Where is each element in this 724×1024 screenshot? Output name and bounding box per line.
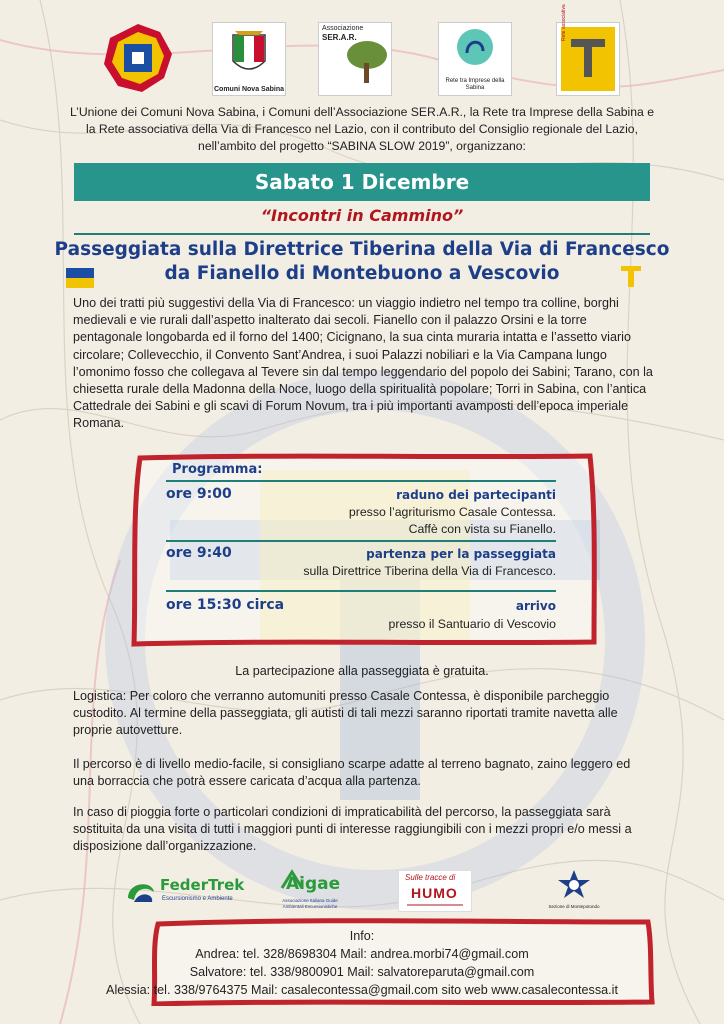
aigae-name: Aigae [286, 874, 341, 894]
program-time: ore 9:40 [166, 545, 232, 561]
logos-row [0, 4, 724, 102]
logo-via-francesco [556, 4, 620, 96]
serar-caption-top: Associazione [322, 25, 364, 32]
intro-line-3: nell’ambito del progetto “SABINA SLOW 2019”, organizzano: [198, 139, 526, 153]
via-francesco-caption: Rete associativa [561, 4, 567, 41]
program-item-3 [166, 597, 556, 637]
humo-line-1: Sulle tracce di [405, 873, 456, 882]
federtrek-name: FederTrek [160, 876, 245, 894]
event-title [0, 238, 724, 286]
info-contact-alessia: Alessia: tel. 338/9764375 Mail: casalecontessa@gmail.com sito web www.casalecontessa.it [106, 983, 618, 997]
program-item-2 [166, 545, 556, 585]
aigae-tagline: Associazione Italiana Guide Ambientali Escursionistiche [282, 898, 338, 909]
rete-imprese-circle-icon [439, 23, 511, 75]
cai-caption: Sezione di Montepotondo [548, 904, 600, 909]
rete-imprese-caption: Rete tra Imprese della Sabina [445, 78, 505, 91]
comuni-nova-sabina-crest-icon [213, 23, 285, 83]
program-rule-2 [166, 540, 556, 542]
program-activity: raduno dei partecipanti [396, 488, 556, 502]
sponsor-humo [398, 870, 472, 912]
event-title-line-1: Passeggiata sulla Direttrice Tiberina della Via di Francesco [54, 239, 670, 260]
federtrek-tagline: Escursionismo e Ambiente [162, 896, 233, 902]
logo-serar [318, 22, 392, 96]
route-description: Uno dei tratti più suggestivi della Via di Francesco: un viaggio indietro nel tempo tra colline, borghi medievali e vie rurali dall’aspetto inalterato dai secoli. Fianello con il palazzo Orsini e la torre pentagonale longobarda ed il forno del 1400; Cicignano, la sua cinta muraria intatta e l’assetto viario circolare; Collevecchio, il Convento Sant’Andrea, i suoi Palazzi nobiliari e la Via Campana lungo l’omonimo fosso che collegava al Tevere sin dal tempo leggendario del popolo dei Sabini; Tarano, con la chiesetta rurale della Madonna della Noce, luogo della spiritualità popolare; Torri in Sabina, con l’antica Cattedrale dei Sabini e gli scavi di Forum Novum, tra i più importanti avamposti dell’epoca imperiale Romana. [73, 296, 653, 431]
program-time: ore 9:00 [166, 486, 232, 502]
event-subtitle: “Incontri in Cammino” [260, 206, 464, 225]
info-heading: Info: [349, 929, 375, 943]
program-detail: presso il Santuario di Vescovio [388, 617, 556, 631]
humo-logo-icon [399, 871, 471, 911]
program-detail: Caffè con vista su Fianello. [408, 522, 556, 536]
info-contact-andrea: Andrea: tel. 328/8698304 Mail: andrea.morbi74@gmail.com [195, 947, 529, 961]
program-time: ore 15:30 circa [166, 597, 285, 613]
intro-line-2: la Rete associativa della Via di Francesco nel Lazio, con il contributo del Consiglio regionale del Lazio, [86, 122, 638, 136]
sponsor-aigae [278, 868, 342, 914]
humo-name: HUMO [411, 885, 458, 901]
program-rule-3 [166, 590, 556, 592]
tau-cross-icon [620, 264, 642, 288]
federtrek-swirl-icon [124, 876, 158, 906]
program-detail: sulla Direttrice Tiberina della Via di Francesco. [303, 564, 556, 578]
intro-paragraph [60, 104, 664, 155]
sponsor-cai [544, 868, 604, 914]
serar-tree-icon [319, 23, 391, 95]
sponsors-row [0, 868, 724, 918]
program-activity: partenza per la passeggiata [366, 547, 556, 561]
subtitle-rule [74, 233, 650, 235]
route-level-paragraph: Il percorso è di livello medio-facile, si consigliano scarpe adatte al terreno bagnato, zaino leggero ed una borraccia che potrà essere caricata d’acqua alla partenza. [73, 757, 631, 789]
info-contact-salvatore: Salvatore: tel. 338/9800901 Mail: salvatoreparuta@gmail.com [189, 965, 535, 979]
logo-rete-imprese [438, 22, 512, 96]
program-item-1 [166, 486, 556, 540]
program-rule-1 [166, 480, 556, 482]
regione-lazio-crest-icon [102, 22, 174, 94]
date-banner: Sabato 1 Dicembre [74, 163, 650, 201]
flag-icon [66, 268, 94, 288]
program-heading: Programma: [172, 462, 263, 477]
logo-comuni-nova-sabina [212, 22, 286, 96]
cai-star-icon [544, 868, 604, 902]
rain-paragraph: In caso di pioggia forte o particolari condizioni di impraticabilità del percorso, la passeggiata sarà sostituita da una visita di tutti i maggiori punti di interesse raggiungibili con i mezzi propri e/o messi a disposizione dall’organizzazione. [73, 805, 632, 854]
sponsor-federtrek [124, 874, 244, 910]
comuni-nova-sabina-caption: Comuni Nova Sabina [213, 86, 284, 93]
program-activity: arrivo [515, 599, 556, 613]
event-title-line-2: da Fianello di Montebuono a Vescovio [164, 263, 560, 284]
free-participation-note: La partecipazione alla passeggiata è gratuita. [235, 664, 489, 678]
program-detail: presso l’agriturismo Casale Contessa. [348, 505, 556, 519]
logistics-paragraph: Logistica: Per coloro che verranno automuniti presso Casale Contessa, è disponibile parcheggio custodito. Al termine della passeggiata, gli autisti di tali mezzi saranno riportati tramite navetta alle proprie autovetture. [73, 689, 618, 738]
intro-line-1: L’Unione dei Comuni Nova Sabina, i Comuni dell’Associazione SER.A.R., la Rete tra Imprese della Sabina e [70, 105, 654, 119]
serar-caption-name: SER.A.R. [322, 33, 357, 42]
